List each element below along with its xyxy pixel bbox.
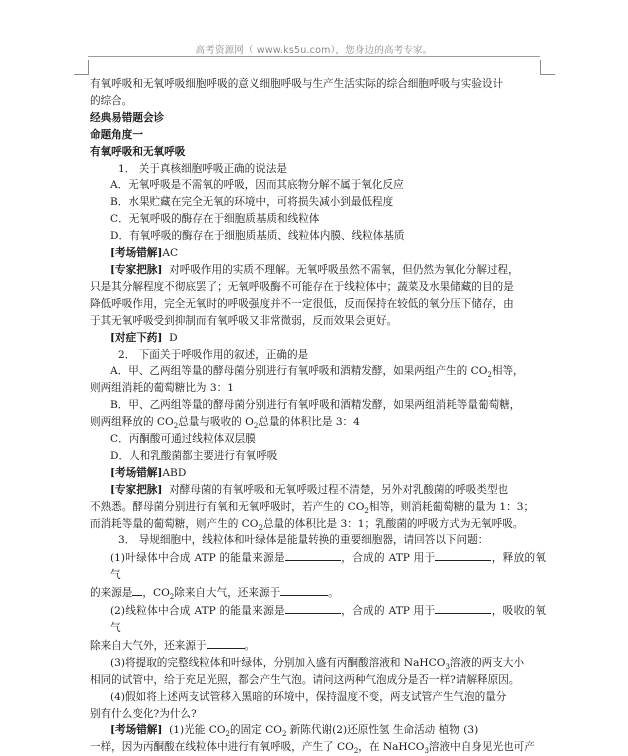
- sub-question-text: 除来自大气，还来源于: [174, 587, 281, 600]
- sub-question-text: (2)线粒体中合成 ATP 的能量来源是: [110, 605, 285, 618]
- wrong-answer-text: (1)光能 CO: [169, 724, 226, 737]
- sub-question-text: ，合成的 ATP 用于: [340, 605, 436, 618]
- wrong-answer-text: 一样，因为丙酮酸在线粒体中进行有氧呼吸，产生了 CO: [90, 741, 354, 754]
- answer-blank: [285, 602, 341, 614]
- sub-question-1-cont: 的来源是 ，$CO_2$除来自大气，还来源于 。: [90, 584, 546, 602]
- wrong-answer-line: [90, 245, 546, 262]
- diagnosis-line: [90, 482, 546, 499]
- question-stem: 2． 下面关于呼吸作用的叙述，正确的是: [118, 348, 309, 361]
- sub-question-4-cont: 别有什么变化?为什么?: [90, 707, 197, 720]
- diagnosis-text: 而消耗等量的葡萄糖，则产生的 $CO_2$总量的体积比是 3：1；乳酸菌的呼吸方式为无氧呼吸。: [90, 517, 524, 532]
- wrong-answer-text: 新陈代谢(2)还原性氢 生命活动 植物 (3): [286, 724, 479, 737]
- sub-question-1: [90, 549, 546, 584]
- answer-blank: [435, 549, 491, 561]
- answer-blank: [280, 584, 328, 596]
- diagnosis-text-part: 总量的体积比是 3：1；乳酸菌的呼吸方式为无氧呼吸。: [262, 517, 524, 530]
- option-b-text: 总量与吸收的 O: [178, 416, 254, 429]
- option-a-text: 相等，: [491, 365, 524, 378]
- wrong-answer-line: [考场错解] (1)光能 $CO_2$的固定 $CO_2$ 新陈代谢(2)还原性氢 生命活动 植物 (3): [110, 724, 479, 739]
- wrong-answer-text: 的固定 CO: [229, 724, 282, 737]
- wrong-answer-line: [90, 465, 546, 482]
- sub-question-text: 溶液的两支大小: [449, 656, 525, 669]
- sub-question-text: 除来自大气外，还来源于: [90, 639, 207, 652]
- section-heading: 经典易错题会诊: [90, 111, 165, 124]
- option-c: C．无氧呼吸的酶存在于细胞质基质和线粒体: [110, 213, 320, 226]
- question-stem: 3． 导规细胞中，线粒体和叶绿体是能量转换的重要细胞器，请回答以下问题：: [118, 534, 489, 547]
- sub-question-text: 的来源是: [90, 587, 133, 600]
- diagnosis-text: 对酵母菌的有氧呼吸和无氧呼吸过程不清楚，另外对乳酸菌的呼吸类型也: [169, 483, 509, 496]
- option-a: A．无氧呼吸是不需氧的呼吸，因而其底物分解不属于氧化反应: [110, 179, 404, 192]
- wrong-answer-value: ABD: [162, 466, 187, 479]
- crop-mark-top-left: [74, 60, 89, 75]
- intro-line: 的综合。: [90, 94, 133, 107]
- answer-blank: [207, 637, 245, 649]
- diagnosis-label: [专家把脉]: [110, 483, 163, 496]
- topic-heading: 有氧呼吸和无氧呼吸: [90, 145, 186, 158]
- sub-question-3: (3)将提取的完整线粒体和叶绿体，分别加入盛有丙酮酸溶液和 NaHCO$_3$溶液的两支大小: [110, 656, 525, 671]
- wrong-answer-label: [考场错解]: [110, 466, 163, 479]
- diagnosis-label: [专家把脉]: [110, 263, 163, 276]
- answer-blank: [435, 602, 491, 614]
- remedy-label: [对症下药]: [110, 331, 163, 344]
- sub-question-2: [90, 602, 546, 637]
- sub-question-2-cont: 除来自大气外，还来源于 。: [90, 637, 546, 655]
- diagnosis-text-part: 不熟悉。酵母菌分别进行有氧和无氧呼吸时，若产生的 CO: [90, 500, 365, 513]
- sub-question-3-cont: 相同的试管中，给于充足光照，都会产生气泡。请问这两种气泡成分是否一样?请解释原因。: [90, 673, 520, 686]
- diagnosis-line: [90, 262, 546, 279]
- option-a-cont: 则两组消耗的葡萄糖比为 3：1: [90, 382, 234, 395]
- diagnosis-text: 不熟悉。酵母菌分别进行有氧和无氧呼吸时，若产生的 $CO_2$相等，则消耗葡萄糖的量为 1：3；: [90, 500, 535, 515]
- wrong-answer-text: 溶液中自身见光也可产: [428, 741, 535, 754]
- diagnosis-text: 降低呼吸作用，完全无氧时的呼吸强度并不一定很低，反而保持在较低的氧分压下储存，由: [90, 297, 514, 310]
- sub-question-text: ，释放的氧气: [110, 552, 547, 582]
- intro-line: 有氧呼吸和无氧呼吸细胞呼吸的意义细胞呼吸与生产生活实际的综合细胞呼吸与实验设计: [90, 78, 504, 90]
- option-b: B．水果贮藏在完全无氧的环境中，可将损失减小到最低程度: [110, 196, 394, 209]
- diagnosis-text-part: 相等，则消耗葡萄糖的量为 1：3；: [368, 500, 535, 513]
- header-divider: [88, 56, 540, 57]
- answer-blank: [132, 584, 142, 596]
- wrong-answer-text: ，在 NaHCO: [358, 741, 425, 754]
- option-a: A．甲、乙两组等量的酵母菌分别进行有氧呼吸和酒精发酵，如果两组产生的 $CO_2$相等，: [110, 365, 524, 380]
- remedy-answer: D: [169, 331, 178, 344]
- option-b-cont: 则两组释放的 $CO_2$总量与吸收的 $O_2$总量的体积比是 3：4: [90, 416, 360, 431]
- question-stem: 1． 关于真核细胞呼吸正确的说法是: [118, 162, 288, 175]
- option-a-text: A．甲、乙两组等量的酵母菌分别进行有氧呼吸和酒精发酵，如果两组产生的 CO: [110, 365, 488, 378]
- sub-question-text: (1)叶绿体中合成 ATP 的能量来源是: [110, 552, 285, 565]
- crop-mark-top-right: [540, 60, 555, 75]
- remedy-line: [90, 330, 546, 347]
- sub-question-4: (4)假如将上述两支试管移入黑暗的环境中，保持温度不变，两支试管产生气泡的量分: [110, 690, 507, 703]
- page-header: 高考资源网（ www.ks5u.com），您身边的高考专家。: [195, 45, 433, 56]
- diagnosis-text: 只是其分解程度不彻底罢了；无氧呼吸酶不可能存在于线粒体中；蔬菜及水果储藏的目的是: [90, 280, 514, 293]
- option-b-text: 总量的体积比是 3：4: [258, 416, 360, 429]
- document-body: [90, 76, 546, 756]
- option-c: C．丙酮酸可通过线粒体双层膜: [110, 433, 256, 446]
- wrong-answer-cont: 一样，因为丙酮酸在线粒体中进行有氧呼吸，产生了 $CO_2$，在 NaHCO$_3$溶液中自身见光也可产: [90, 741, 535, 756]
- option-d: D．人和乳酸菌都主要进行有氧呼吸: [110, 449, 278, 462]
- sub-question-text: ，CO: [142, 587, 170, 600]
- wrong-answer-label: [考场错解]: [110, 247, 163, 260]
- option-d: D．有氧呼吸的酶存在于细胞质基质、线粒体内膜、线粒体基质: [110, 230, 405, 243]
- diagnosis-text: 对呼吸作用的实质不理解。无氧呼吸虽然不需氧，但仍然为氧化分解过程，: [169, 263, 519, 276]
- option-b-text: 则两组释放的 CO: [90, 416, 174, 429]
- sub-heading: 命题角度一: [90, 128, 143, 141]
- option-b: B．甲、乙两组等量的酵母菌分别进行有氧呼吸和酒精发酵，如果两组消耗等量葡萄糖，: [110, 399, 521, 412]
- sub-question-text: ，吸收的氧气: [110, 605, 547, 634]
- diagnosis-text: 于其无氧呼吸受到抑制而有氧呼吸又非常微弱，反而效果会更好。: [90, 314, 398, 327]
- answer-blank: [285, 549, 341, 561]
- sub-question-text: (3)将提取的完整线粒体和叶绿体，分别加入盛有丙酮酸溶液和 NaHCO: [110, 656, 446, 669]
- wrong-answer-label: [考场错解]: [110, 724, 163, 737]
- diagnosis-text-part: 而消耗等量的葡萄糖，则产生的 CO: [90, 517, 259, 530]
- wrong-answer-value: AC: [162, 247, 179, 260]
- sub-question-text: ，合成的 ATP 用于: [340, 552, 436, 565]
